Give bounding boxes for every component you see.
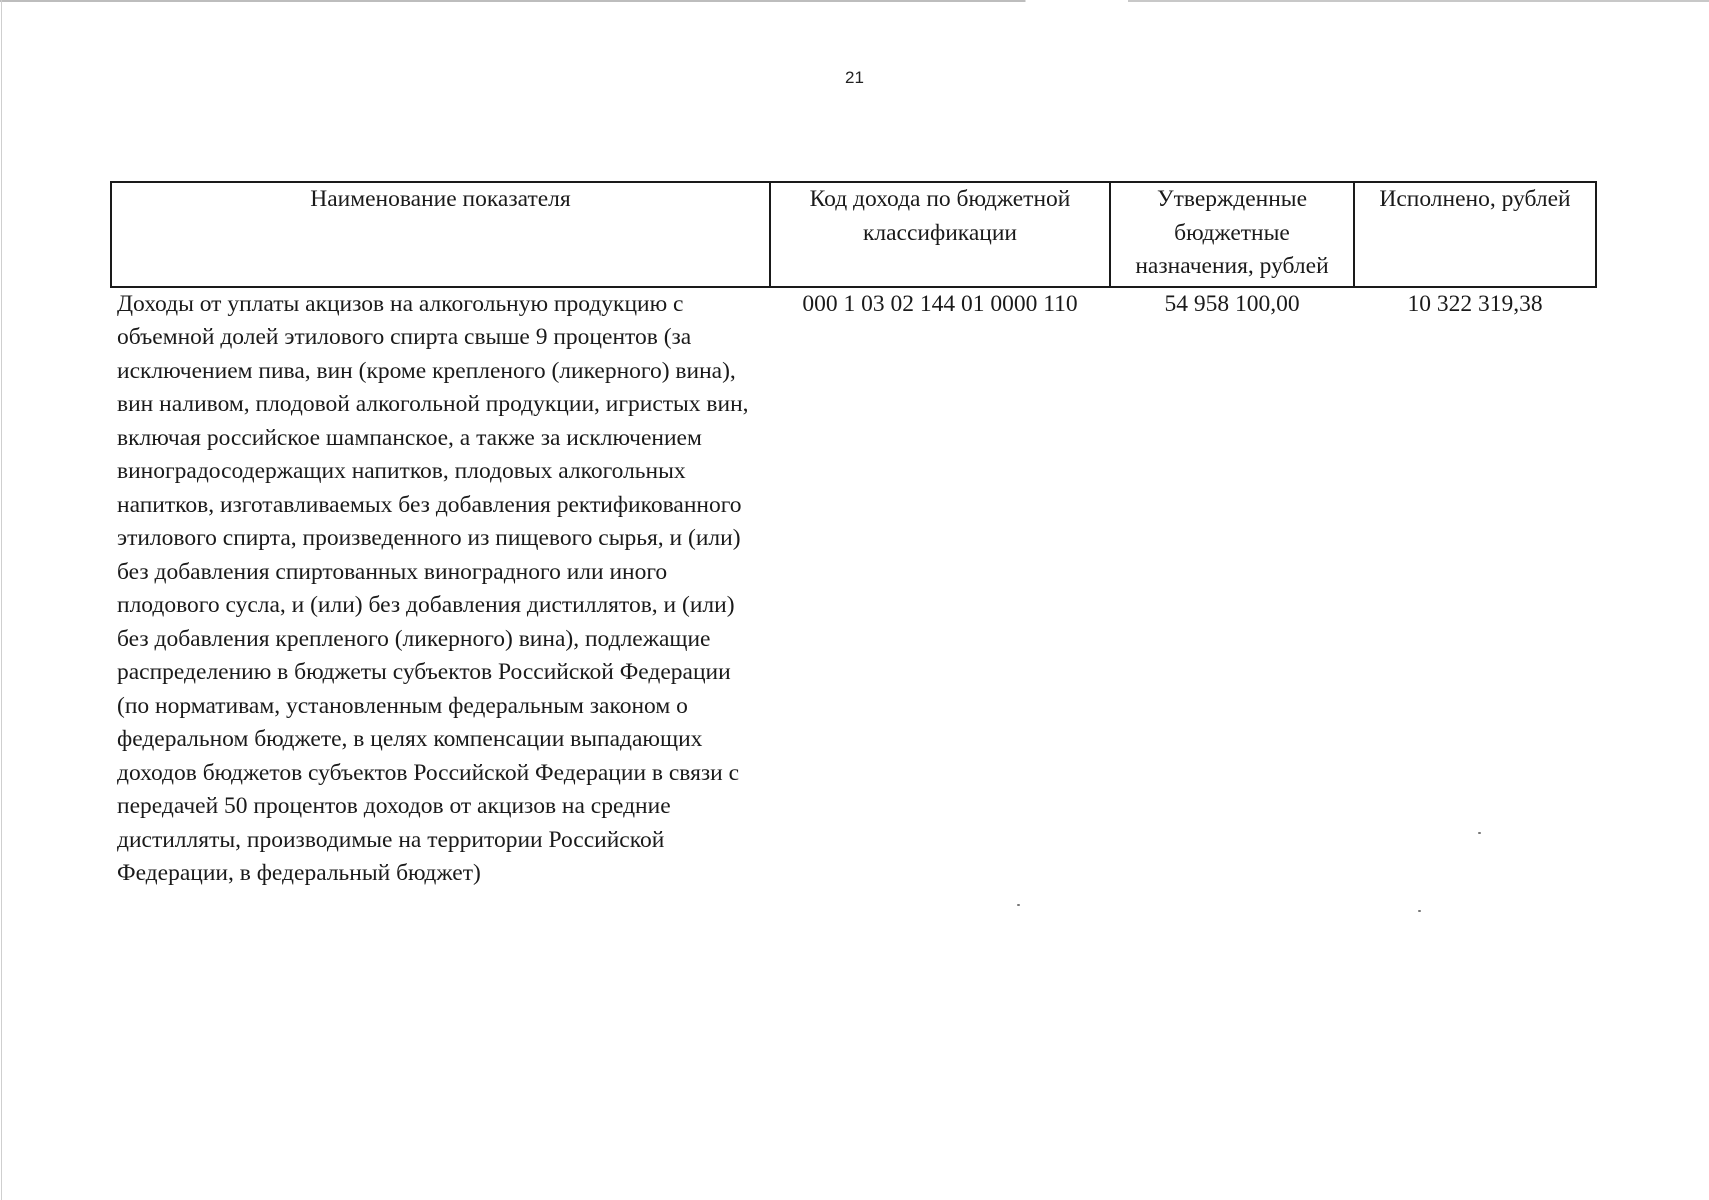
table-row: [111, 287, 1596, 891]
table-header-row: [111, 182, 1596, 287]
header-revenue-code: Код дохода по бюджетной классификации: [770, 182, 1110, 287]
scan-edge-top: [0, 0, 1709, 2]
revenue-table: [110, 181, 1597, 891]
scan-edge-left: [1, 0, 2, 1200]
cell-revenue-code: 000 1 03 02 144 01 0000 110: [802, 290, 1078, 317]
cell-executed-amount: 10 322 319,38: [1407, 290, 1543, 317]
scan-speck: [1478, 832, 1481, 834]
page-number: 21: [845, 68, 864, 87]
scan-speck: [1418, 910, 1421, 912]
header-executed-amount: Исполнено, рублей: [1354, 182, 1596, 287]
scan-speck: [1017, 904, 1020, 906]
cell-approved-amount: 54 958 100,00: [1164, 290, 1300, 317]
cell-indicator-name: Доходы от уплаты акцизов на алкогольную продукцию с объемной долей этилового спирта свыше 9 процентов (за исключением пива, вин (кроме крепленого (ликерного) вина), вин наливом, плодовой алкогольной продукции, игристых вин, включая российское шампанское, а также за исключением виноградосодержащих напитков, плодовых алкогольных напитков, изготавливаемых без добавления ректификованного этилового спирта, произведенного из пищевого сырья, и (или) без добавления спиртованных виноградного или иного плодового сусла, и (или) без добавления дистиллятов, и (или) без добавления крепленого (ликерного) вина), подлежащие распределению в бюджеты субъектов Российской Федерации (по нормативам, установленным федеральным законом о федеральном бюджете, в целях компенсации выпадающих доходов бюджетов субъектов Российской Федерации в связи с передачей 50 процентов доходов от акцизов на средние дистилляты, производимые на территории Российской Федерации, в федеральный бюджет): [117, 290, 749, 886]
header-indicator-name: Наименование показателя: [111, 182, 770, 287]
header-approved-amount: Утвержденные бюджетные назначения, рублей: [1110, 182, 1354, 287]
